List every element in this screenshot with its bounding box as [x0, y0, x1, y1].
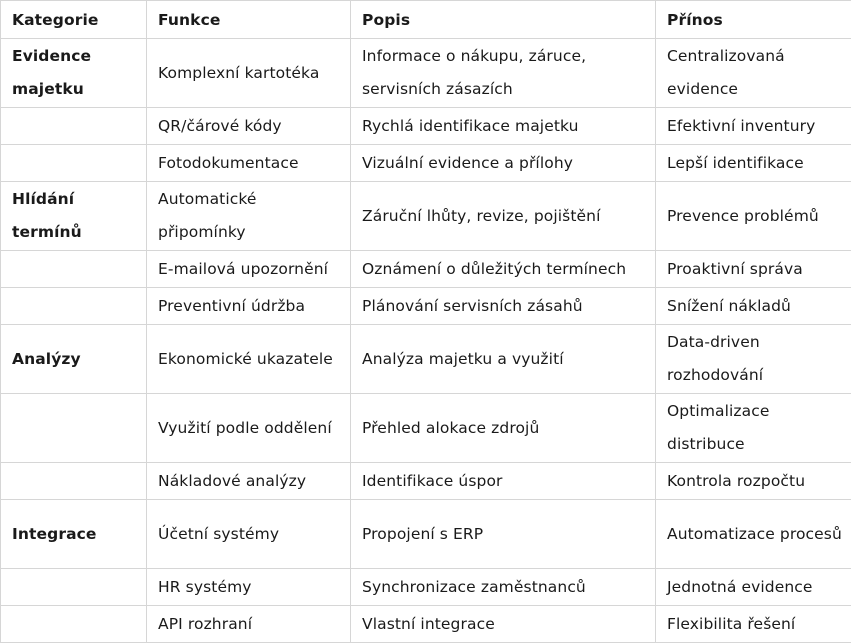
cell-description: Oznámení o důležitých termínech [351, 251, 656, 288]
cell-description: Propojení s ERP [351, 500, 656, 569]
header-row [1, 1, 851, 39]
cell-function: Komplexní kartotéka [147, 39, 351, 108]
cell-benefit: Kontrola rozpočtu [656, 463, 851, 500]
header-category: Kategorie [1, 1, 147, 39]
cell-function: E-mailová upozornění [147, 251, 351, 288]
cell-benefit: Data-driven rozhodování [656, 325, 851, 394]
table-row [1, 500, 851, 569]
cell-description: Analýza majetku a využití [351, 325, 656, 394]
cell-category [1, 394, 147, 463]
table-row [1, 182, 851, 251]
table-row [1, 463, 851, 500]
cell-description: Přehled alokace zdrojů [351, 394, 656, 463]
cell-benefit: Flexibilita řešení [656, 606, 851, 643]
cell-category [1, 606, 147, 643]
header-benefit: Přínos [656, 1, 851, 39]
cell-benefit: Efektivní inventury [656, 108, 851, 145]
table-row [1, 39, 851, 108]
cell-category: Evidence majetku [1, 39, 147, 108]
cell-function: Nákladové analýzy [147, 463, 351, 500]
cell-function: Fotodokumentace [147, 145, 351, 182]
cell-benefit: Centralizovaná evidence [656, 39, 851, 108]
table-row [1, 394, 851, 463]
cell-function: Ekonomické ukazatele [147, 325, 351, 394]
cell-description: Plánování servisních zásahů [351, 288, 656, 325]
cell-benefit: Proaktivní správa [656, 251, 851, 288]
table-row [1, 288, 851, 325]
cell-function: Využití podle oddělení [147, 394, 351, 463]
cell-category [1, 288, 147, 325]
cell-function: Preventivní údržba [147, 288, 351, 325]
cell-function: QR/čárové kódy [147, 108, 351, 145]
cell-description: Identifikace úspor [351, 463, 656, 500]
cell-description: Záruční lhůty, revize, pojištění [351, 182, 656, 251]
table-row [1, 325, 851, 394]
table-row [1, 145, 851, 182]
cell-benefit: Jednotná evidence [656, 569, 851, 606]
cell-benefit: Lepší identifikace [656, 145, 851, 182]
table-row [1, 569, 851, 606]
header-function: Funkce [147, 1, 351, 39]
cell-category [1, 145, 147, 182]
cell-description: Vizuální evidence a přílohy [351, 145, 656, 182]
cell-category [1, 108, 147, 145]
cell-category [1, 463, 147, 500]
cell-benefit: Optimalizace distribuce [656, 394, 851, 463]
cell-function: Automatické připomínky [147, 182, 351, 251]
cell-description: Vlastní integrace [351, 606, 656, 643]
cell-category: Analýzy [1, 325, 147, 394]
table-row [1, 108, 851, 145]
cell-description: Synchronizace zaměstnanců [351, 569, 656, 606]
cell-description: Rychlá identifikace majetku [351, 108, 656, 145]
cell-category: Hlídání termínů [1, 182, 147, 251]
table-row [1, 251, 851, 288]
cell-description: Informace o nákupu, záruce, servisních zásazích [351, 39, 656, 108]
cell-benefit: Automatizace procesů [656, 500, 851, 569]
cell-benefit: Snížení nákladů [656, 288, 851, 325]
cell-benefit: Prevence problémů [656, 182, 851, 251]
cell-category: Integrace [1, 500, 147, 569]
cell-function: HR systémy [147, 569, 351, 606]
header-description: Popis [351, 1, 656, 39]
cell-category [1, 251, 147, 288]
table-row [1, 606, 851, 643]
cell-function: API rozhraní [147, 606, 351, 643]
cell-function: Účetní systémy [147, 500, 351, 569]
cell-category [1, 569, 147, 606]
